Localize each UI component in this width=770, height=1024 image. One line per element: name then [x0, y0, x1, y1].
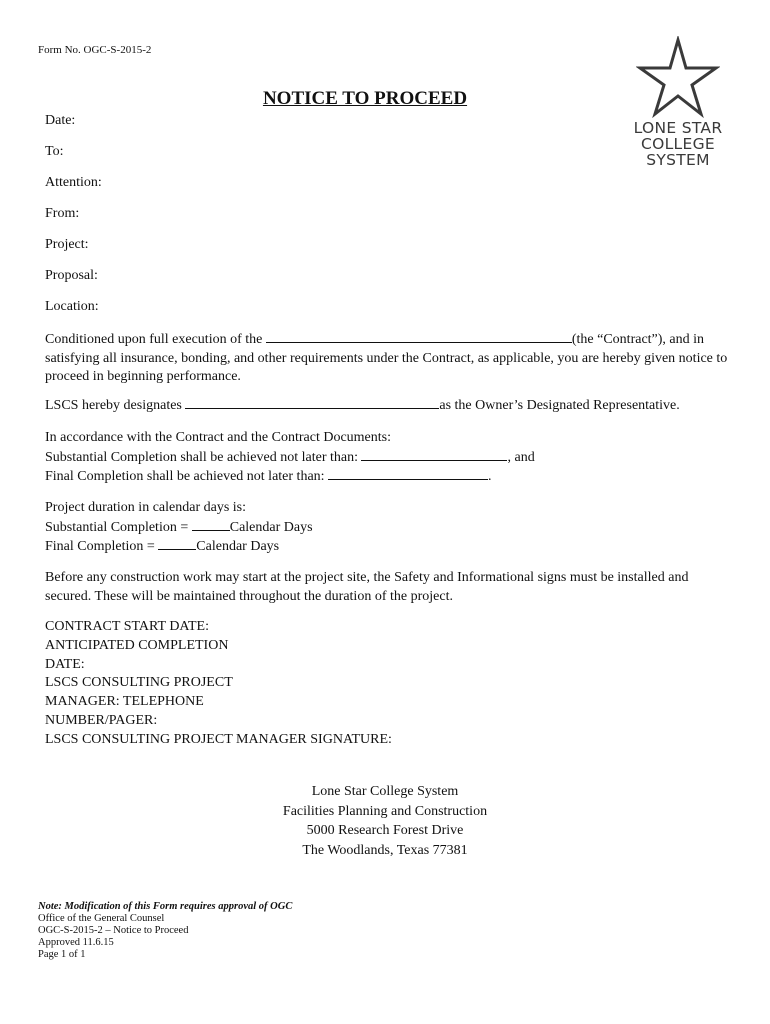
signs-line-1: Before any construction work may start at the project site, the Safety and Informational signs must be installed and	[45, 570, 689, 585]
consulting-pm-telephone-label: MANAGER: TELEPHONE	[45, 694, 204, 710]
final-duration-unit: Calendar Days	[196, 539, 280, 554]
conditioned-line-2: satisfying all insurance, bonding, and other requirements under the Contract, as applicable, you are hereby given notice to	[45, 350, 728, 366]
contract-name-blank[interactable]	[266, 330, 572, 343]
footer-approved: Approved 11.6.15	[38, 937, 114, 948]
footer-office: Office of the General Counsel	[38, 913, 165, 924]
form-number: Form No. OGC-S-2015-2	[38, 44, 152, 56]
contract-start-date-label: CONTRACT START DATE:	[45, 619, 209, 634]
substantial-completion-text: Substantial Completion shall be achieved not later than:	[45, 449, 362, 465]
signs-line-2: secured. These will be maintained throughout the duration of the project.	[45, 588, 453, 604]
consulting-pm-label: LSCS CONSULTING PROJECT	[45, 675, 233, 691]
duration-intro: Project duration in calendar days is:	[45, 500, 246, 515]
logo-line-3: SYSTEM	[646, 151, 710, 169]
address-line-2: Facilities Planning and Construction	[282, 803, 488, 819]
project-label: Project:	[45, 237, 89, 252]
footer	[38, 901, 292, 961]
page-title: NOTICE TO PROCEED	[262, 88, 468, 109]
designates-text-end: as the Owner’s Designated Representative.	[439, 398, 680, 413]
address-line-1: Lone Star College System	[311, 784, 459, 799]
final-completion-date-blank[interactable]	[328, 467, 488, 480]
footer-doc: OGC-S-2015-2 – Notice to Proceed	[38, 925, 189, 936]
conditioned-text-start: Conditioned upon full execution of the	[45, 332, 266, 347]
logo-line-2: COLLEGE	[641, 135, 715, 153]
final-days-blank[interactable]	[158, 537, 196, 550]
designates-paragraph	[45, 396, 725, 416]
number-pager-label: NUMBER/PAGER:	[45, 712, 158, 728]
logo-line-1: LONE STAR	[633, 119, 723, 137]
footer-note: Note: Modification of this Form requires approval of OGC	[38, 901, 293, 912]
from-label: From:	[45, 206, 80, 221]
footer-page: Page 1 of 1	[38, 949, 86, 960]
attention-label: Attention:	[45, 175, 102, 190]
final-duration-text: Final Completion =	[45, 539, 159, 554]
conditioned-paragraph	[45, 330, 728, 387]
consulting-pm-signature-label: LSCS CONSULTING PROJECT MANAGER SIGNATURE:	[45, 731, 392, 747]
to-label: To:	[45, 144, 64, 159]
final-completion-text: Final Completion shall be achieved not later than:	[45, 469, 329, 484]
completion-paragraph	[45, 429, 725, 487]
substantial-duration-unit: Calendar Days	[229, 519, 313, 535]
address-block	[0, 782, 770, 860]
proposal-label: Proposal:	[45, 268, 98, 283]
completion-intro: In accordance with the Contract and the Contract Documents:	[45, 430, 391, 445]
signs-paragraph	[45, 569, 725, 606]
designates-text-start: LSCS hereby designates	[45, 398, 186, 413]
date-label: Date:	[45, 113, 76, 128]
logo-wordmark	[618, 120, 738, 168]
substantial-duration-text: Substantial Completion =	[45, 519, 192, 535]
conditioned-line-3: proceed in beginning performance.	[45, 369, 241, 384]
location-label: Location:	[45, 299, 99, 314]
substantial-days-blank[interactable]	[192, 518, 230, 531]
address-line-3: 5000 Research Forest Drive	[306, 823, 464, 838]
final-completion-end: .	[488, 469, 492, 484]
contract-info-block	[45, 618, 392, 750]
anticipated-completion-date-label: DATE:	[45, 656, 85, 672]
conditioned-text-end: (the “Contract”), and in	[571, 332, 705, 347]
substantial-completion-end: , and	[507, 449, 535, 465]
duration-paragraph	[45, 499, 725, 557]
substantial-completion-date-blank[interactable]	[361, 448, 507, 461]
anticipated-completion-label: ANTICIPATED COMPLETION	[45, 637, 229, 653]
representative-blank[interactable]	[185, 396, 439, 409]
address-line-4: The Woodlands, Texas 77381	[302, 842, 468, 858]
